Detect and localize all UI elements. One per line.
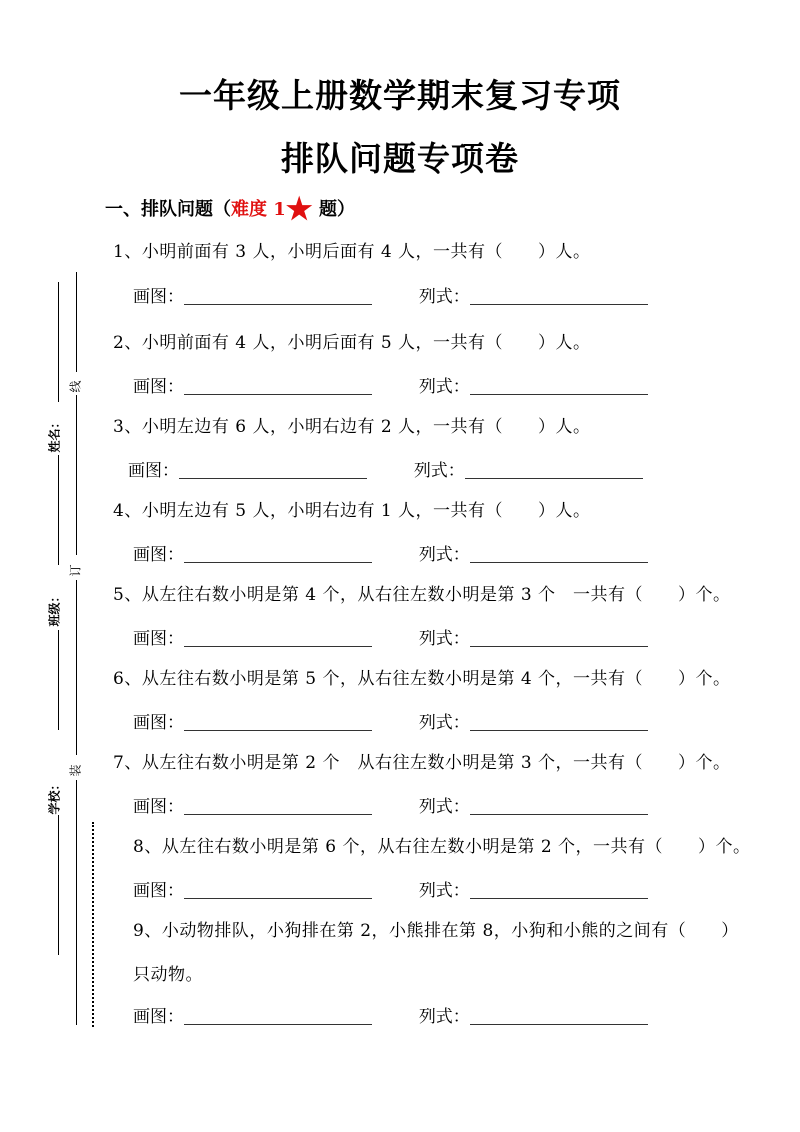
- answer-row-4: [133, 540, 648, 565]
- question-5: 5、从左往右数小明是第 4 个，从右往左数小明是第 3 个 一共有（ ）个。: [113, 585, 731, 605]
- formula-blank[interactable]: [470, 882, 648, 899]
- question-4: 4、小明左边有 5 人，小明右边有 1 人，一共有（ ）人。: [113, 501, 591, 521]
- answer-row-3: [128, 456, 643, 481]
- binding-line-segment: [76, 395, 77, 555]
- formula-label: 列式：: [418, 881, 470, 901]
- formula-label: 列式：: [413, 461, 465, 481]
- name-field-line: [58, 282, 59, 402]
- draw-blank[interactable]: [184, 714, 372, 731]
- binding-line-segment: [76, 272, 77, 372]
- draw-blank[interactable]: [184, 546, 372, 563]
- binding-line-segment: [76, 580, 77, 755]
- question-9-continued: 只动物。: [133, 965, 203, 985]
- question-3: 3、小明左边有 6 人，小明右边有 2 人，一共有（ ）人。: [113, 417, 591, 437]
- answer-row-9: [133, 1002, 648, 1027]
- section-heading: [105, 192, 355, 227]
- formula-label: 列式：: [418, 287, 470, 307]
- binding-char-order: 订: [68, 564, 83, 577]
- class-field-line-top: [58, 455, 59, 565]
- binding-char-line: 线: [68, 380, 83, 393]
- section-prefix: 一、排队问题（: [105, 199, 231, 220]
- question-2: 2、小明前面有 4 人，小明后面有 5 人，一共有（ ）人。: [113, 333, 591, 353]
- draw-blank[interactable]: [184, 288, 372, 305]
- question-9: 9、小动物排队，小狗排在第 2，小熊排在第 8，小狗和小熊的之间有（ ）: [133, 921, 739, 941]
- formula-blank[interactable]: [470, 546, 648, 563]
- draw-blank[interactable]: [184, 882, 372, 899]
- question-7: 7、从左往右数小明是第 2 个 从右往左数小明是第 3 个，一共有（ ）个。: [113, 753, 731, 773]
- formula-label: 列式：: [418, 629, 470, 649]
- formula-label: 列式：: [418, 1007, 470, 1027]
- draw-label: 画图：: [133, 629, 184, 649]
- formula-blank[interactable]: [470, 798, 648, 815]
- draw-label: 画图：: [133, 797, 184, 817]
- draw-label: 画图：: [133, 1007, 184, 1027]
- formula-label: 列式：: [418, 797, 470, 817]
- draw-label: 画图：: [133, 377, 184, 397]
- page-title: 一年级上册数学期末复习专项: [179, 76, 621, 115]
- section-suffix: 题）: [312, 199, 355, 220]
- answer-row-6: [133, 708, 648, 733]
- dotted-cut-line: [92, 822, 94, 1027]
- formula-blank[interactable]: [470, 714, 648, 731]
- formula-label: 列式：: [418, 713, 470, 733]
- page-subtitle: 排队问题专项卷: [281, 139, 519, 178]
- formula-label: 列式：: [418, 377, 470, 397]
- name-label: 姓名：: [47, 416, 62, 453]
- answer-row-2: [133, 372, 648, 397]
- formula-blank[interactable]: [465, 462, 643, 479]
- class-label: 班级：: [47, 590, 62, 627]
- binding-char-bind: 装: [68, 764, 83, 777]
- draw-label: 画图：: [133, 713, 184, 733]
- draw-blank[interactable]: [184, 630, 372, 647]
- formula-blank[interactable]: [470, 378, 648, 395]
- question-6: 6、从左往右数小明是第 5 个，从右往左数小明是第 4 个，一共有（ ）个。: [113, 669, 731, 689]
- answer-row-5: [133, 624, 648, 649]
- draw-label: 画图：: [133, 545, 184, 565]
- school-field-line: [58, 815, 59, 955]
- formula-blank[interactable]: [470, 288, 648, 305]
- draw-label: 画图：: [133, 881, 184, 901]
- draw-label: 画图：: [133, 287, 184, 307]
- draw-blank[interactable]: [179, 462, 367, 479]
- school-label: 学校：: [47, 778, 62, 815]
- draw-blank[interactable]: [184, 798, 372, 815]
- draw-label: 画图：: [128, 461, 179, 481]
- question-8: 8、从左往右数小明是第 6 个，从右往左数小明是第 2 个，一共有（ ）个。: [133, 837, 751, 857]
- draw-blank[interactable]: [184, 1008, 372, 1025]
- binding-line-segment: [76, 780, 77, 1025]
- draw-blank[interactable]: [184, 378, 372, 395]
- formula-blank[interactable]: [470, 630, 648, 647]
- answer-row-7: [133, 792, 648, 817]
- formula-label: 列式：: [418, 545, 470, 565]
- star-icon: ★: [285, 192, 313, 227]
- difficulty-label: 难度 1: [231, 199, 286, 220]
- question-1: 1、小明前面有 3 人，小明后面有 4 人，一共有（ ）人。: [113, 242, 591, 262]
- answer-row-1: [133, 282, 648, 307]
- answer-row-8: [133, 876, 648, 901]
- class-field-line-bottom: [58, 630, 59, 730]
- formula-blank[interactable]: [470, 1008, 648, 1025]
